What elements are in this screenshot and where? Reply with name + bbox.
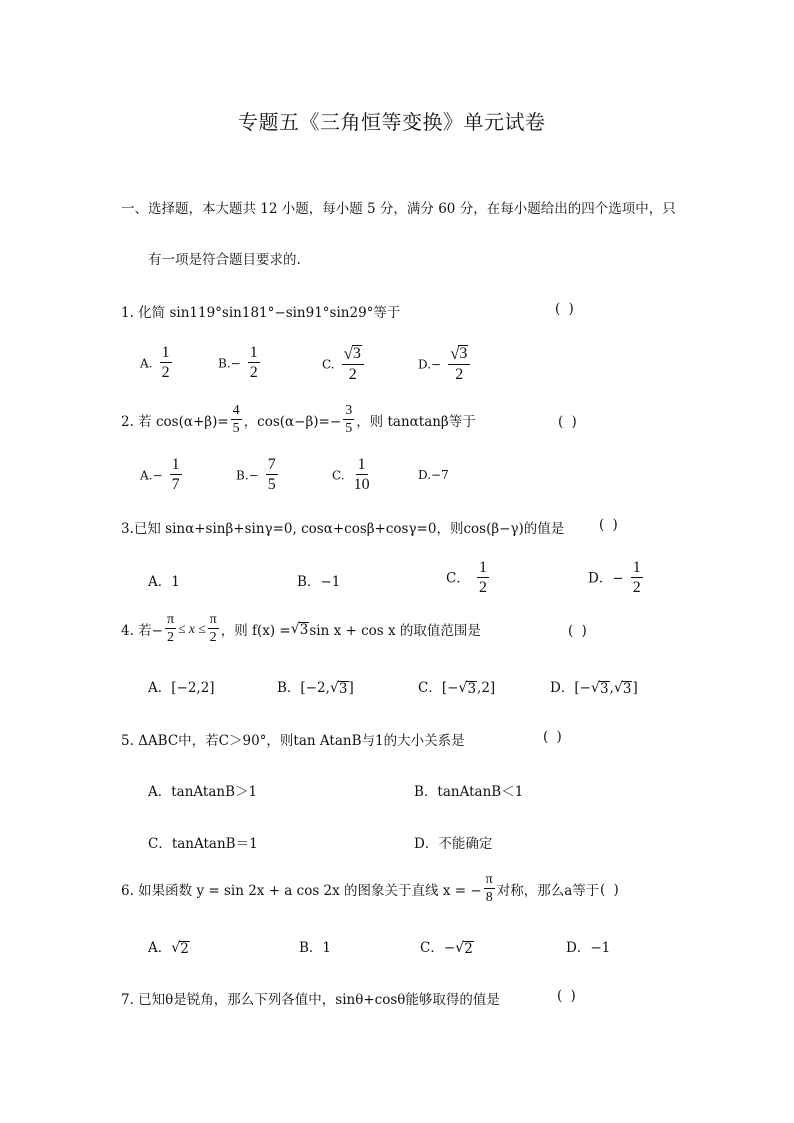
question-6-option-a[interactable]: A． √ 2 — [148, 940, 189, 957]
question-3-option-b[interactable]: B．−1 — [297, 574, 341, 590]
question-1-option-a[interactable] — [140, 345, 174, 381]
question-1-answer-blank[interactable]: ( ) — [555, 301, 576, 317]
question-6-option-d[interactable]: D．−1 — [566, 940, 611, 956]
sqrt-expression: √ 3 — [343, 344, 361, 363]
question-4-option-b[interactable]: B．[−2, √ 3 ] — [277, 680, 354, 697]
option-label: D.− — [418, 357, 442, 372]
fraction-denominator: 2 — [455, 366, 464, 383]
question-6-option-b[interactable]: B．1 — [299, 940, 332, 956]
question-5-stem: 5. ΔABC中，若C＞90°，则tan AtanB与1的大小关系是 — [121, 733, 465, 749]
question-4-option-d[interactable]: D．[− √ 3 , √ 3 ] — [550, 680, 638, 697]
question-4-option-a[interactable]: A．[−2,2] — [148, 680, 215, 696]
question-2-stem: 2. 若 cos(α+β)= $\frac{4}{5}$ ，cos(α−β)=− $\frac{3}{5}$ ，则 tanαtanβ等于 — [121, 403, 476, 436]
option-label: A. — [140, 356, 153, 371]
option-label: D．− — [588, 570, 624, 587]
fraction-numerator: 1 — [161, 344, 170, 361]
question-5-option-c[interactable]: C．tanAtanB＝1 — [148, 836, 258, 852]
sqrt-expression: √ 3 — [290, 621, 309, 638]
fraction-denominator: 2 — [161, 364, 170, 381]
question-5-option-b[interactable]: B．tanAtanB＜1 — [414, 784, 524, 800]
question-2-option-d[interactable]: D.−7 — [418, 468, 449, 482]
question-6-stem: 6. 如果函数 y = sin 2x + a cos 2x 的图象关于直线 x = − $\frac{\pi}{8}$ 对称，那么a等于 — [121, 872, 600, 905]
option-label: C. — [332, 468, 345, 483]
sqrt-expression: √ 3 — [450, 344, 468, 363]
question-3-stem: 3.已知 sinα+sinβ+sinγ=0, cosα+cosβ+cosγ=0，则cos(β−γ)的值是 — [121, 521, 565, 537]
question-5-option-d[interactable]: D．不能确定 — [414, 836, 493, 852]
question-4-option-c[interactable]: C．[− √ 3 ,2] — [418, 680, 496, 697]
question-1-option-c[interactable] — [322, 345, 366, 383]
question-3-option-c[interactable]: C． $\frac{1}{2}$ — [446, 559, 487, 596]
question-7-answer-blank[interactable]: ( ) — [557, 988, 578, 1004]
question-3-option-d[interactable]: D．− $\frac{1}{2}$ — [588, 559, 641, 596]
question-5-answer-blank[interactable]: ( ) — [543, 729, 564, 745]
fraction-denominator: 2 — [249, 364, 258, 381]
question-6-answer-blank[interactable]: ( ) — [600, 882, 621, 898]
section-instruction-cont: 有一项是符合题目要求的. — [148, 252, 301, 268]
question-1-stem: 1. 化简 sin119°sin181°−sin91°sin29°等于 — [121, 305, 401, 321]
question-4-answer-blank[interactable]: ( ) — [568, 623, 589, 639]
question-1-option-b[interactable] — [218, 345, 262, 381]
option-label: C. — [322, 357, 335, 372]
question-5-option-a[interactable]: A．tanAtanB＞1 — [148, 784, 258, 800]
page-title: 专题五《三角恒等变换》单元试卷 — [238, 110, 546, 134]
question-7-stem: 7. 已知θ是锐角，那么下列各值中，sinθ+cosθ能够取得的值是 — [121, 992, 500, 1008]
question-3-option-a[interactable]: A．1 — [148, 574, 180, 590]
section-instruction: 一、选择题，本大题共 12 小题，每小题 5 分，满分 60 分，在每小题给出的四个选项中，只 — [121, 201, 676, 217]
question-2-answer-blank[interactable]: ( ) — [558, 414, 579, 430]
option-label: B.− — [236, 468, 259, 483]
question-6-option-c[interactable]: C．− √ 2 — [420, 940, 473, 957]
question-1-option-d[interactable] — [418, 345, 472, 383]
option-label: B.− — [218, 356, 241, 371]
option-label: A.− — [140, 468, 163, 483]
option-label: C． — [446, 570, 470, 587]
question-4-stem: 4. 若− $\frac{\pi}{2}$ ≤ x ≤ $\frac{\pi}{2}$ ，则 f(x) = √ 3 sin x + cos x 的取值范围是 — [121, 612, 481, 645]
question-2-option-a[interactable]: A.− $\frac{1}{7}$ — [140, 456, 180, 493]
question-2-option-b[interactable]: B.− $\frac{7}{5}$ — [236, 456, 276, 493]
question-3-answer-blank[interactable]: ( ) — [599, 517, 620, 533]
question-2-option-c[interactable]: C. $\frac{1}{10}$ — [332, 456, 370, 493]
fraction-denominator: 2 — [348, 366, 357, 383]
fraction-numerator: 1 — [249, 344, 258, 361]
